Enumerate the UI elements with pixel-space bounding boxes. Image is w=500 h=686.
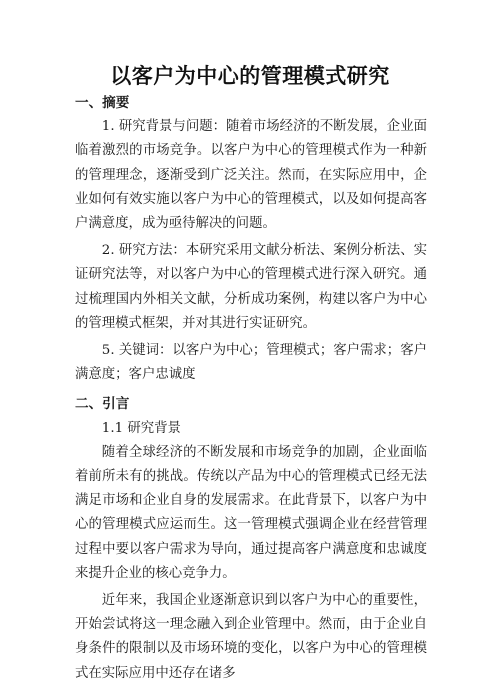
intro-paragraph-1: 随着全球经济的不断发展和市场竞争的加剧，企业面临着前所未有的挑战。传统以产品为中心的管理模式已经无法满足市场和企业自身的发展需求。在此背景下，以客户为中心的管理模式应运而生。这一管理模式强调企业在经营管理过程中要以客户需求为导向，通过提高客户满意度和忠诚度来提升企业的核心竞争力。: [75, 444, 427, 581]
section-heading-abstract: 一、摘要: [75, 95, 130, 111]
abstract-paragraph-background: 1. 研究背景与问题：随着市场经济的不断发展，企业面临着激烈的市场竞争。以客户为中心的管理模式作为一种新的管理理念，逐渐受到广泛关注。然而，在实际应用中，企业如何有效实施以客户为中心的管理模式，以及如何提高客户满意度，成为亟待解决的问题。: [75, 119, 427, 232]
intro-paragraph-2: 近年来，我国企业逐渐意识到以客户为中心的重要性，开始尝试将这一理念融入到企业管理中。然而，由于企业自身条件的限制以及市场环境的变化，以客户为中心的管理模式在实际应用中还存在诸多: [75, 593, 427, 681]
abstract-paragraph-keywords: 5. 关键词：以客户为中心；管理模式；客户需求；客户满意度；客户忠诚度: [75, 343, 427, 383]
document-body: [75, 91, 427, 686]
abstract-paragraph-methods: 2. 研究方法：本研究采用文献分析法、案例分析法、实证研究法等，对以客户为中心的管理模式进行深入研究。通过梳理国内外相关文献，分析成功案例，构建以客户为中心的管理模式框架，并对其进行实证研究。: [75, 243, 427, 331]
section-heading-introduction: 二、引言: [75, 396, 130, 413]
document-title: 以客户为中心的管理模式研究: [110, 64, 390, 88]
subsection-heading-background: 1.1 研究背景: [101, 420, 181, 436]
